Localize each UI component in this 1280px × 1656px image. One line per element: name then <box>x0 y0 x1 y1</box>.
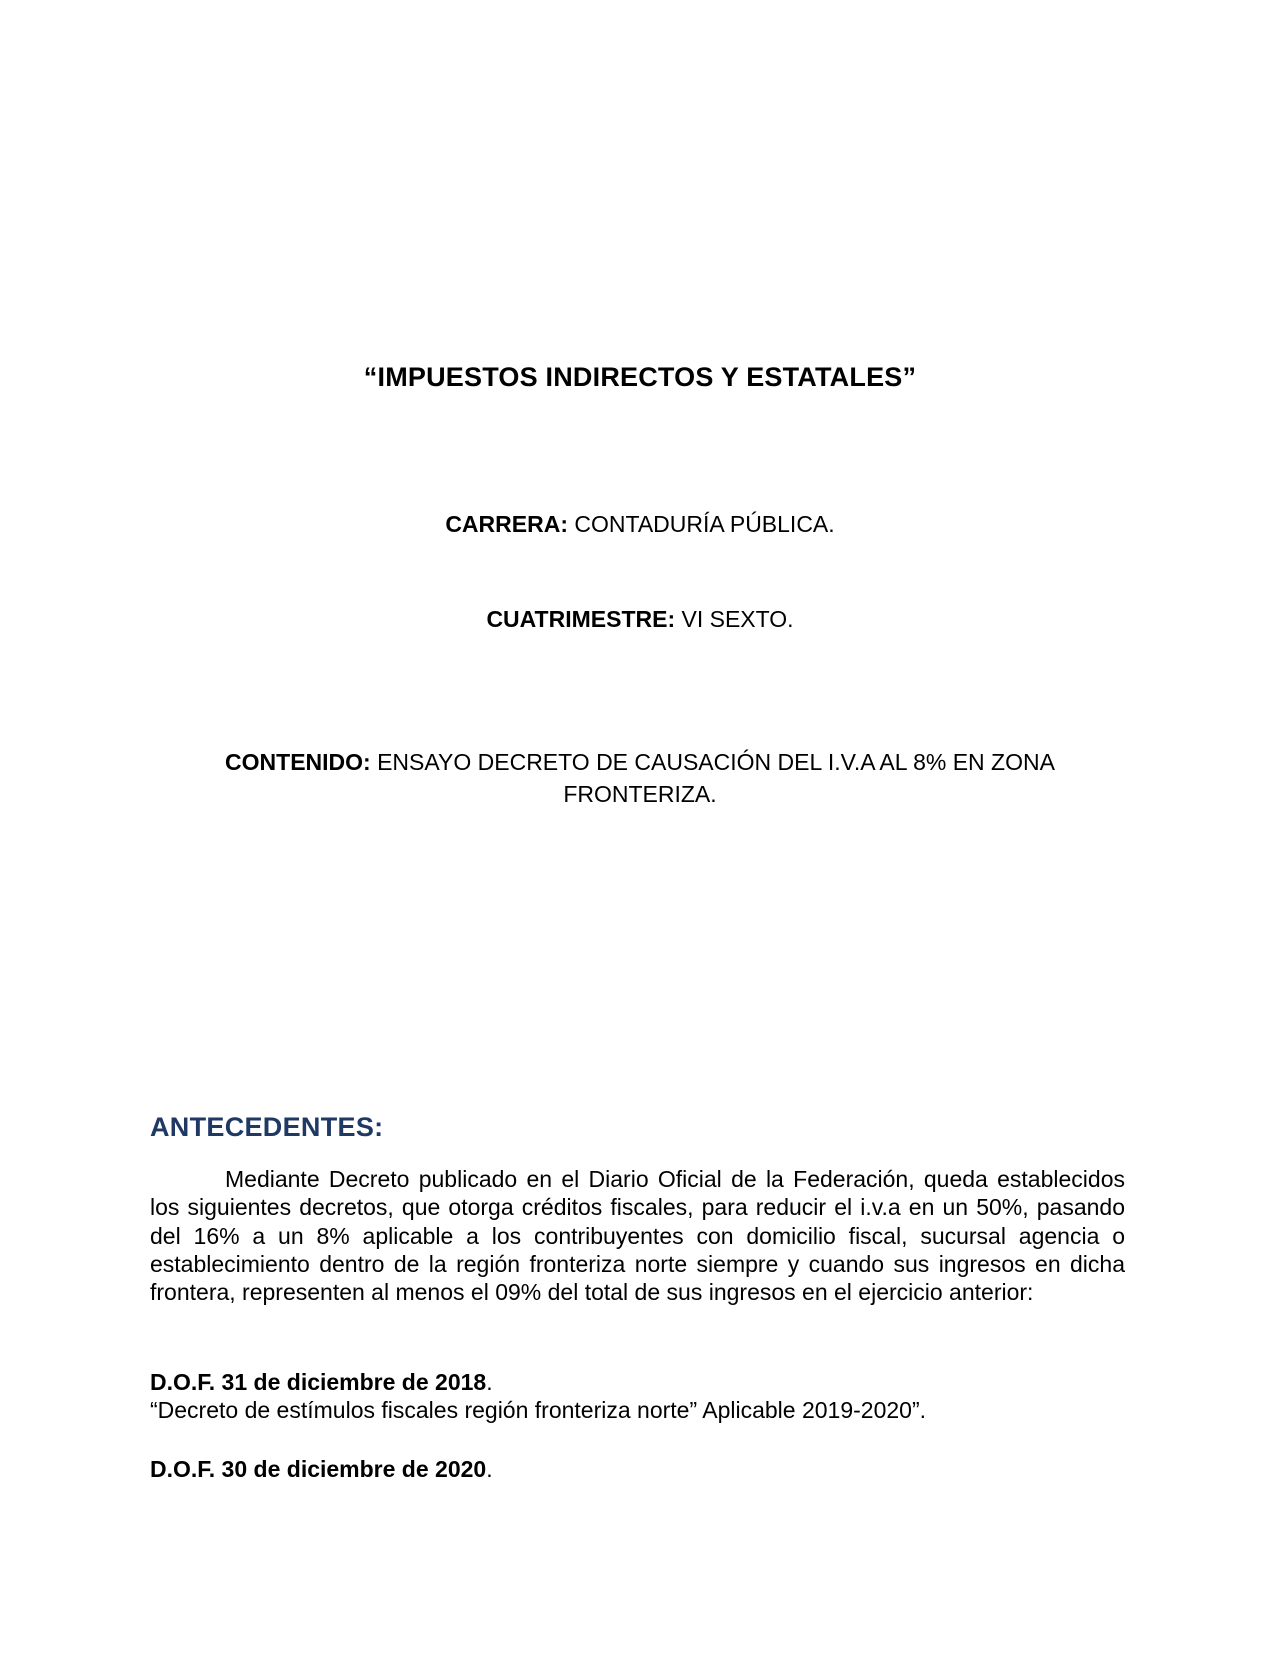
cuatrimestre-field <box>0 603 1280 635</box>
dof-entry-2-suffix: . <box>486 1456 493 1482</box>
body-paragraph: Mediante Decreto publicado en el Diario Oficial de la Federación, queda establecidos los siguientes decretos, que otorga créditos fiscales, para reducir el i.v.a en un 50%, pasando del 16% a un 8% aplicable a los contribuyentes con domicilio fiscal, sucursal agencia o establecimiento dentro de la región fronteriza norte siempre y cuando sus ingresos en dicha frontera, representen al menos el 09% del total de sus ingresos en el ejercicio anterior: <box>150 1166 1125 1306</box>
cuatrimestre-value: VI SEXTO. <box>675 606 794 632</box>
carrera-label: CARRERA: <box>445 511 568 537</box>
contenido-value: ENSAYO DECRETO DE CAUSACIÓN DEL I.V.A AL 8% EN ZONA FRONTERIZA. <box>370 749 1055 807</box>
dof-entry-1 <box>150 1368 1125 1424</box>
section-heading: ANTECEDENTES: <box>150 1112 384 1142</box>
carrera-value: CONTADURÍA PÚBLICA. <box>567 511 835 537</box>
cuatrimestre-label: CUATRIMESTRE: <box>486 606 676 632</box>
dof-entry-1-date: D.O.F. 31 de diciembre de 2018 <box>150 1369 487 1395</box>
dof-entry-2-date: D.O.F. 30 de diciembre de 2020 <box>150 1456 487 1482</box>
document-title: “IMPUESTOS INDIRECTOS Y ESTATALES” <box>363 362 917 392</box>
dof-entry-1-suffix: . <box>486 1369 493 1395</box>
contenido-label: CONTENIDO: <box>225 749 371 775</box>
dof-entry-2 <box>150 1455 1125 1483</box>
carrera-field <box>0 508 1280 540</box>
dof-entry-1-description: “Decreto de estímulos fiscales región fronteriza norte” Aplicable 2019-2020”. <box>150 1397 927 1423</box>
contenido-field <box>150 746 1130 810</box>
